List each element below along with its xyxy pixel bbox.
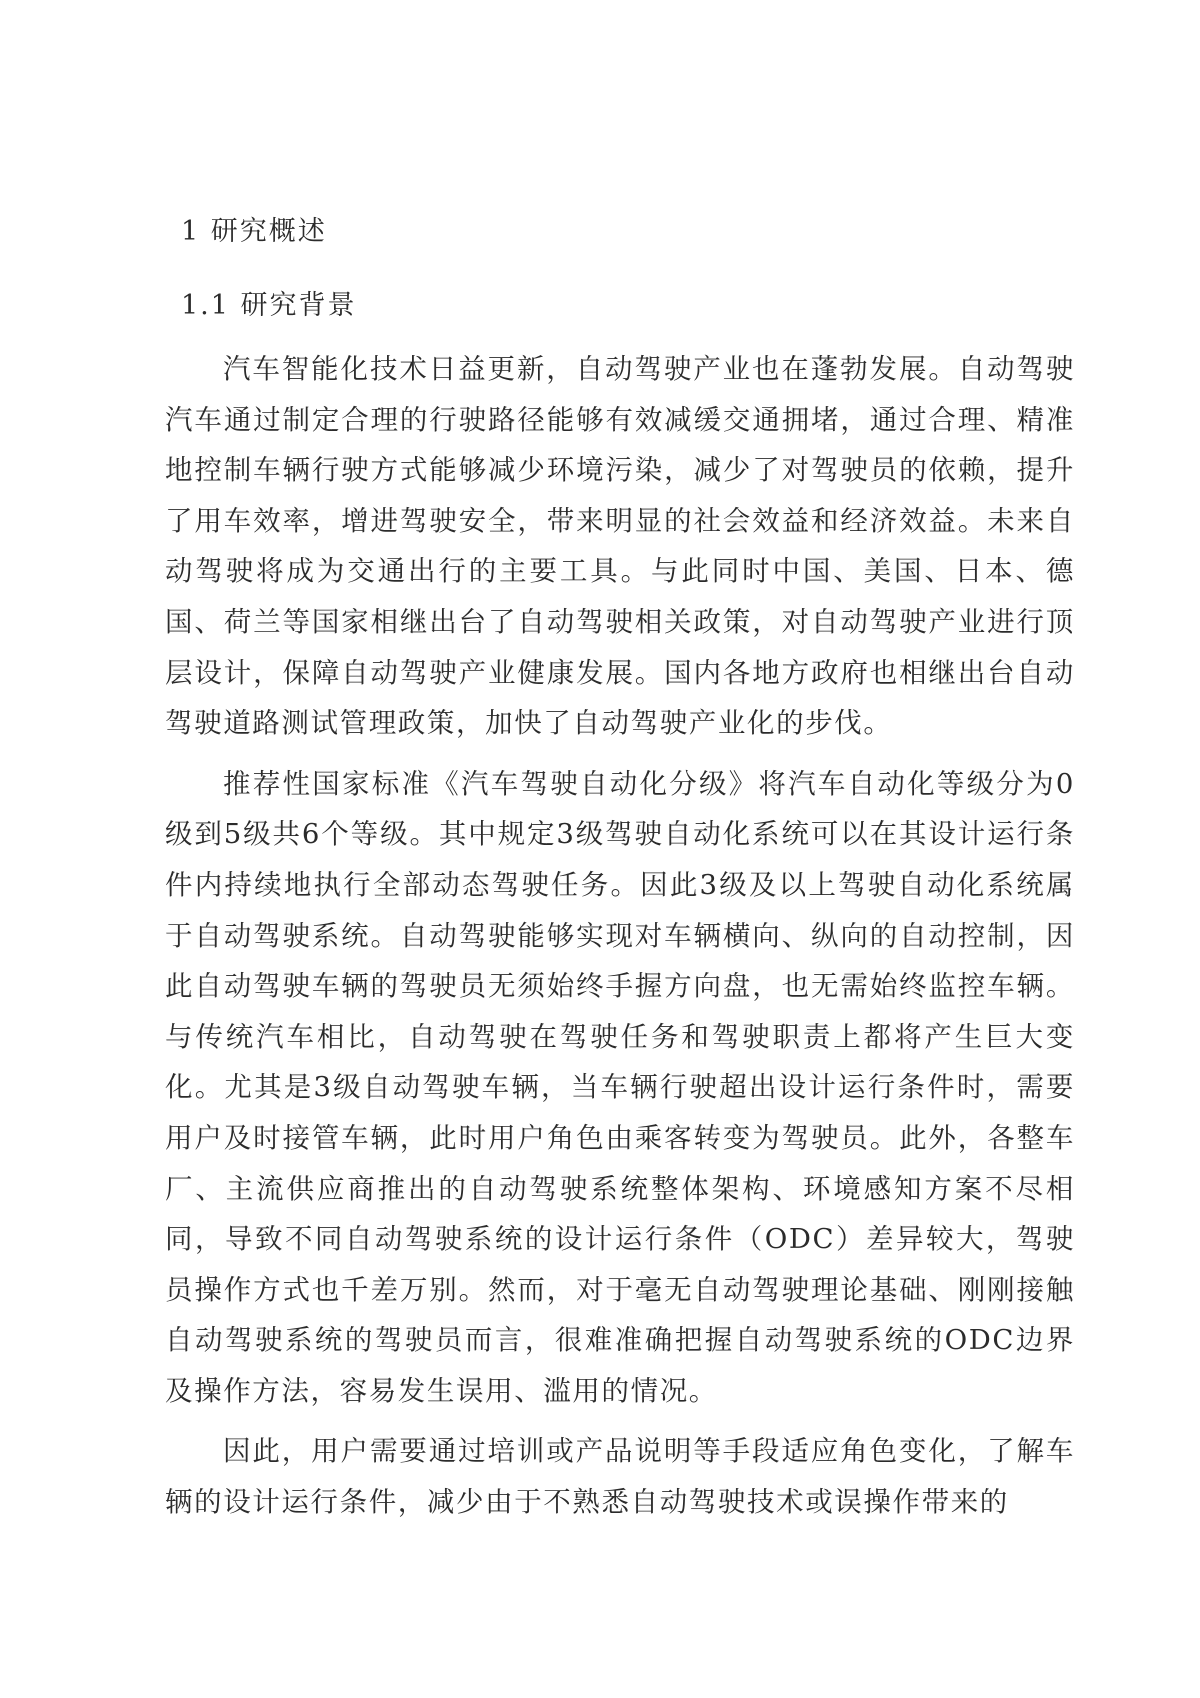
subsection-heading: 1.1 研究背景 bbox=[181, 290, 357, 321]
page-content bbox=[165, 212, 1075, 1538]
section-heading: 1 研究概述 bbox=[181, 216, 327, 247]
paragraph-user-training: 因此，用户需要通过培训或产品说明等手段适应角色变化，了解车辆的设计运行条件，减少由于不熟悉自动驾驶技术或误操作带来的 bbox=[165, 1435, 1075, 1519]
paragraph-standard-levels: 推荐性国家标准《汽车驾驶自动化分级》将汽车自动化等级分为0级到5级共6个等级。其中规定3级驾驶自动化系统可以在其设计运行条件内持续地执行全部动态驾驶任务。因此3级及以上驾驶自动化系统属于自动驾驶系统。自动驾驶能够实现对车辆横向、纵向的自动控制，因此自动驾驶车辆的驾驶员无须始终手握方向盘，也无需始终监控车辆。与传统汽车相比，自动驾驶在驾驶任务和驾驶职责上都将产生巨大变化。尤其是3级自动驾驶车辆，当车辆行驶超出设计运行条件时，需要用户及时接管车辆，此时用户角色由乘客转变为驾驶员。此外，各整车厂、主流供应商推出的自动驾驶系统整体架构、环境感知方案不尽相同，导致不同自动驾驶系统的设计运行条件（ODC）差异较大，驾驶员操作方式也千差万别。然而，对于毫无自动驾驶理论基础、刚刚接触自动驾驶系统的驾驶员而言，很难准确把握自动驾驶系统的ODC边界及操作方法，容易发生误用、滥用的情况。 bbox=[165, 767, 1075, 1407]
paragraph-background: 汽车智能化技术日益更新，自动驾驶产业也在蓬勃发展。自动驾驶汽车通过制定合理的行驶路径能够有效减缓交通拥堵，通过合理、精准地控制车辆行驶方式能够减少环境污染，减少了对驾驶员的依赖，提升了用车效率，增进驾驶安全，带来明显的社会效益和经济效益。未来自动驾驶将成为交通出行的主要工具。与此同时中国、美国、日本、德国、荷兰等国家相继出台了自动驾驶相关政策，对自动驾驶产业进行顶层设计，保障自动驾驶产业健康发展。国内各地方政府也相继出台自动驾驶道路测试管理政策，加快了自动驾驶产业化的步伐。 bbox=[165, 353, 1075, 740]
